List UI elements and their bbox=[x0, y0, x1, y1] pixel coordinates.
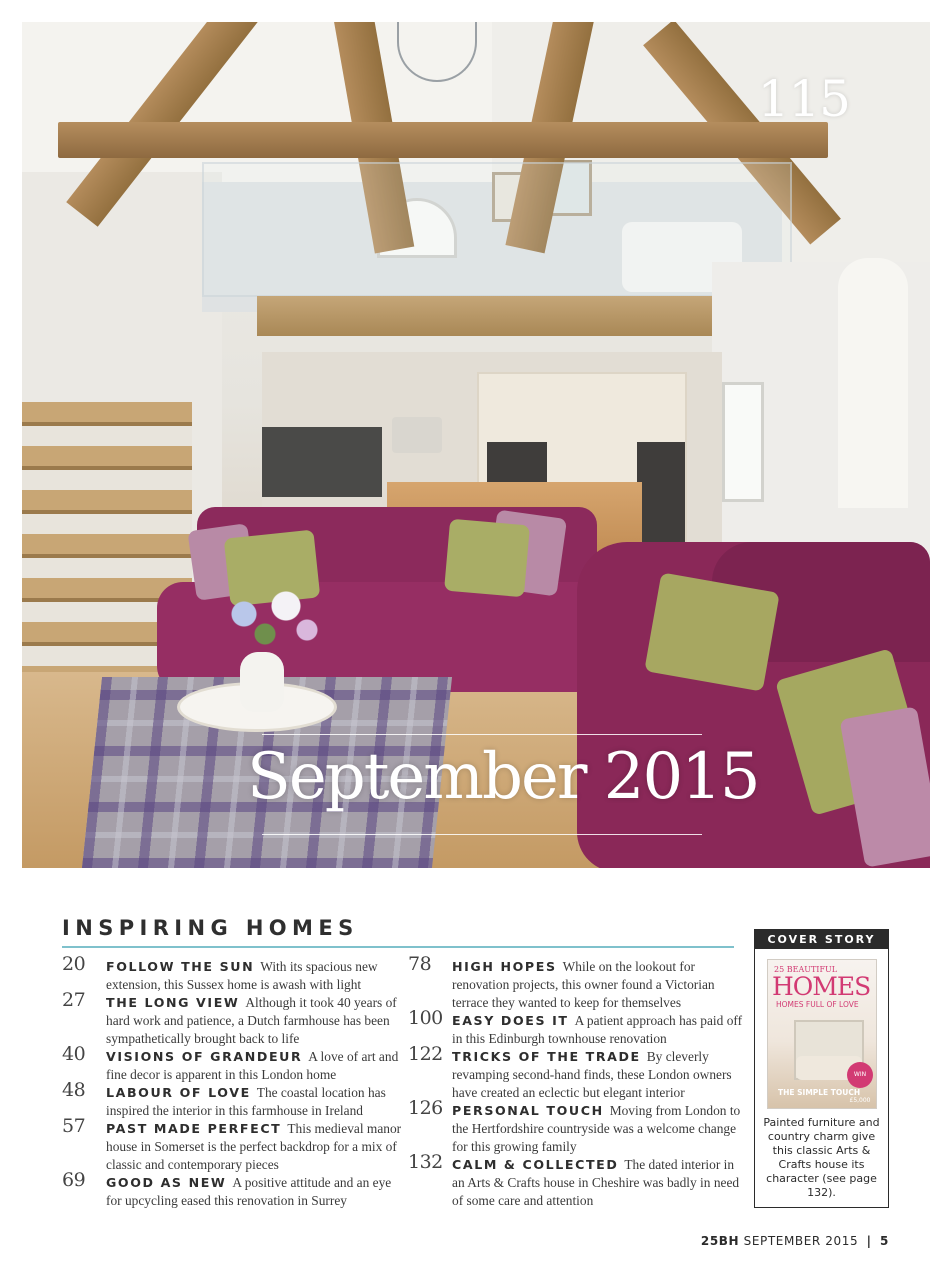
toc-title: PERSONAL TOUCH bbox=[452, 1103, 610, 1118]
toc-description: Moving from London to the Hertfordshire countryside was a welcome change for this growing family bbox=[452, 1103, 741, 1154]
page-folio bbox=[701, 1234, 889, 1248]
toc-page-number: 100 bbox=[408, 1007, 443, 1029]
masthead-prefix: 25 BEAUTIFUL bbox=[774, 965, 838, 974]
toc-title: LABOUR OF LOVE bbox=[106, 1085, 257, 1100]
masthead: HOMES bbox=[772, 972, 871, 1001]
toc-page-number: 27 bbox=[62, 989, 86, 1011]
toc-entry[interactable] bbox=[408, 1151, 744, 1210]
toc-page-number: 126 bbox=[408, 1097, 443, 1119]
toc-entry[interactable] bbox=[408, 1097, 744, 1156]
toc-title: TRICKS OF THE TRADE bbox=[452, 1049, 647, 1064]
oven bbox=[637, 442, 685, 542]
cover-caption: Painted furniture and country charm give this classic Arts & Crafts house its character (see page 132). bbox=[763, 1116, 880, 1199]
toc-description: While on the lookout for renovation projects, this owner found a Victorian terrace they wanted to keep for themselves bbox=[452, 959, 715, 1010]
toc-description: Although it took 40 years of hard work and patience, a Dutch farmhouse has been sympathetically brought back to life bbox=[106, 995, 397, 1046]
toc-entry[interactable] bbox=[62, 953, 402, 994]
toc-column-left bbox=[62, 953, 402, 1210]
toc-entry[interactable] bbox=[408, 1043, 744, 1102]
folio-page-number: 5 bbox=[880, 1234, 889, 1248]
hero-photo bbox=[22, 22, 930, 868]
toc-description: By cleverly revamping second-hand finds, these London owners have created an eclectic but elegant interior bbox=[452, 1049, 732, 1100]
toc-description: This medieval manor house in Somerset is the perfect backdrop for a mix of classic and contemporary pieces bbox=[106, 1121, 402, 1172]
toc-title: THE LONG VIEW bbox=[106, 995, 246, 1010]
section-heading: INSPIRING HOMES bbox=[62, 916, 359, 940]
lamp bbox=[392, 417, 442, 453]
cover-story-box[interactable] bbox=[754, 929, 889, 1208]
toc-description: The coastal location has inspired the interior in this farmhouse in Ireland bbox=[106, 1085, 386, 1118]
cover-thumbnail[interactable] bbox=[767, 959, 877, 1109]
toc-title: HIGH HOPES bbox=[452, 959, 563, 974]
cover-strapline: THE SIMPLE TOUCH bbox=[778, 1088, 861, 1097]
cushion bbox=[644, 572, 780, 691]
toc-title: FOLLOW THE SUN bbox=[106, 959, 261, 974]
doorway bbox=[838, 258, 908, 508]
glass-balustrade bbox=[202, 162, 792, 297]
toc-description: A patient approach has paid off in this Edinburgh townhouse renovation bbox=[452, 1013, 743, 1046]
toc-entry[interactable] bbox=[62, 1043, 402, 1084]
toc-title: EASY DOES IT bbox=[452, 1013, 575, 1028]
cover-story-tag: COVER STORY bbox=[755, 930, 888, 949]
flower-bouquet bbox=[202, 582, 342, 662]
toc-description: The dated interior in an Arts & Crafts house in Cheshire was badly in need of some care and attention bbox=[452, 1157, 740, 1208]
kitchen-counter bbox=[262, 427, 382, 497]
toc-page-number: 57 bbox=[62, 1115, 86, 1137]
toc-entry[interactable] bbox=[408, 953, 744, 1012]
cover-badge: WIN £5,000 bbox=[847, 1062, 873, 1088]
toc-page-number: 132 bbox=[408, 1151, 443, 1173]
toc-entry[interactable] bbox=[62, 1115, 402, 1174]
folio-brand: 25BH bbox=[700, 1234, 740, 1248]
side-window bbox=[722, 382, 764, 502]
cushion bbox=[444, 519, 530, 598]
toc-entry[interactable] bbox=[62, 1169, 402, 1210]
folio-separator: | bbox=[866, 1234, 872, 1248]
issue-title: September 2015 bbox=[247, 740, 759, 814]
title-rule bbox=[262, 834, 702, 835]
vase bbox=[240, 652, 284, 712]
toc-page-number: 20 bbox=[62, 953, 86, 975]
section-divider bbox=[62, 946, 734, 948]
toc-title: CALM & COLLECTED bbox=[452, 1157, 625, 1172]
toc-description: With its spacious new extension, this Sussex home is awash with light bbox=[106, 959, 378, 992]
masthead-subtitle: HOMES FULL OF LOVE bbox=[776, 1000, 859, 1009]
toc-page-number: 78 bbox=[408, 953, 432, 975]
toc-entry[interactable] bbox=[408, 1007, 744, 1048]
title-rule bbox=[262, 734, 702, 735]
toc-page-number: 40 bbox=[62, 1043, 86, 1065]
section-page-number: 115 bbox=[757, 70, 850, 128]
oak-beam bbox=[58, 122, 828, 158]
folio-issue: SEPTEMBER 2015 bbox=[743, 1234, 859, 1248]
toc-description: A love of art and fine decor is apparent in this London home bbox=[106, 1049, 399, 1082]
toc-title: VISIONS OF GRANDEUR bbox=[106, 1049, 309, 1064]
toc-title: PAST MADE PERFECT bbox=[106, 1121, 288, 1136]
toc-entry[interactable] bbox=[62, 1079, 402, 1120]
toc-description: A positive attitude and an eye for upcycling eased this renovation in Surrey bbox=[106, 1175, 392, 1208]
toc-title: GOOD AS NEW bbox=[106, 1175, 233, 1190]
toc-page-number: 122 bbox=[408, 1043, 443, 1065]
toc-column-right bbox=[408, 953, 744, 1210]
toc-page-number: 48 bbox=[62, 1079, 86, 1101]
toc-page-number: 69 bbox=[62, 1169, 86, 1191]
toc-entry[interactable] bbox=[62, 989, 402, 1048]
